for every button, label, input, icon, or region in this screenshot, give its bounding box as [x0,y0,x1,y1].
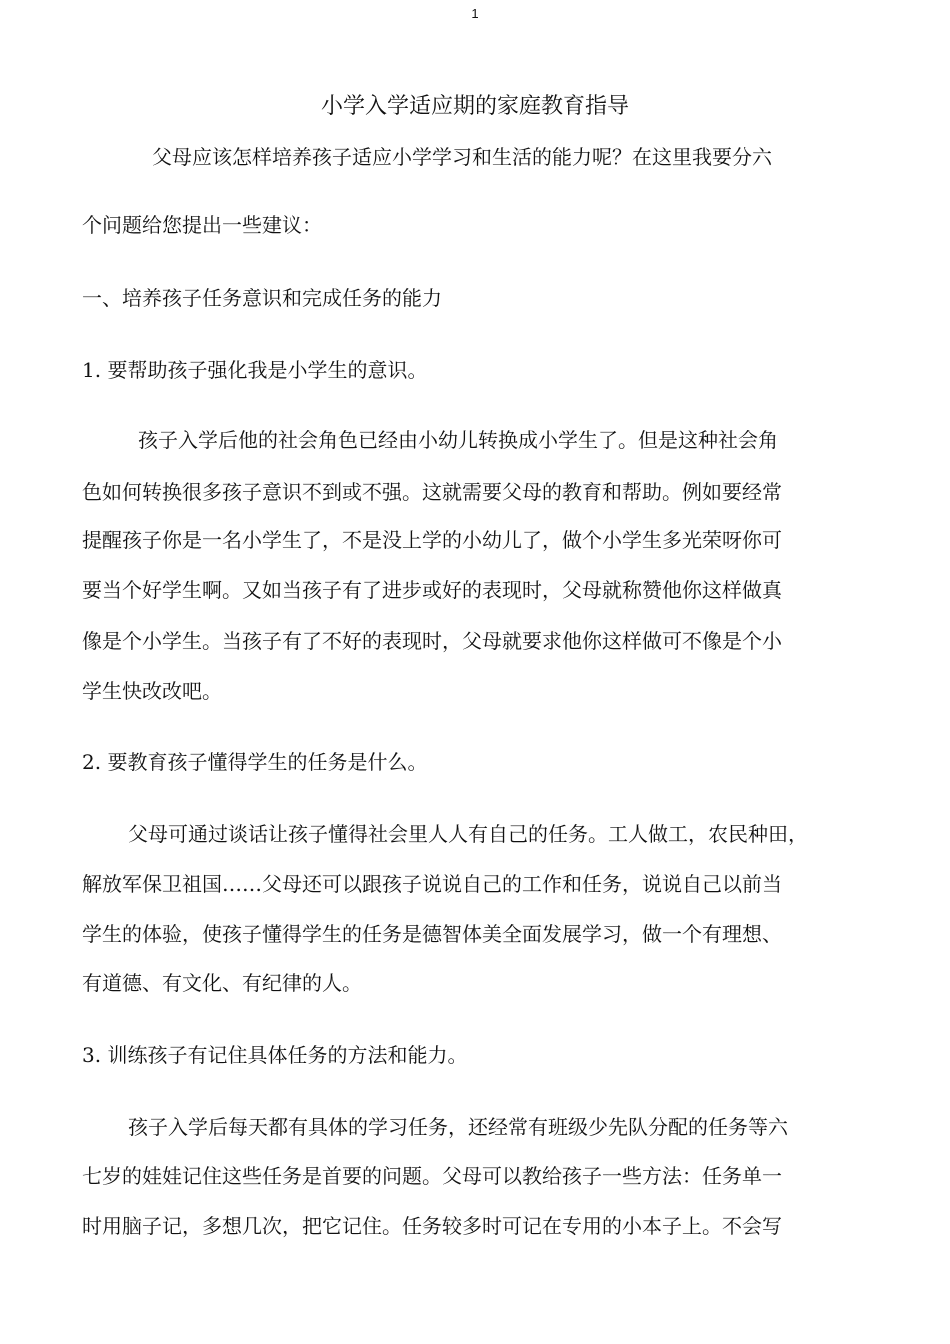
paragraph-line: 像是个小学生。当孩子有了不好的表现时，父母就要求他你这样做可不像是个小 [82,629,782,653]
item-heading: 3. 训练孩子有记住具体任务的方法和能力。 [82,1043,468,1067]
page-number: 1 [471,6,479,21]
section-heading: 一、培养孩子任务意识和完成任务的能力 [82,286,442,310]
paragraph-line: 提醒孩子你是一名小学生了，不是没上学的小幼儿了，做个小学生多光荣呀你可 [82,528,782,552]
paragraph-line: 时用脑子记，多想几次，把它记住。任务较多时可记在专用的小本子上。不会写 [82,1214,782,1238]
document-title: 小学入学适应期的家庭教育指导 [320,94,629,119]
paragraph-line: 学生的体验，使孩子懂得学生的任务是德智体美全面发展学习，做一个有理想、 [82,922,782,946]
paragraph-line: 要当个好学生啊。又如当孩子有了进步或好的表现时，父母就称赞他你这样做真 [82,578,782,602]
paragraph-line: 有道德、有文化、有纪律的人。 [82,971,362,995]
item-heading: 2. 要教育孩子懂得学生的任务是什么。 [82,750,428,774]
paragraph-line: 解放军保卫祖国……父母还可以跟孩子说说自己的工作和任务，说说自己以前当 [82,872,782,896]
paragraph-line: 孩子入学后每天都有具体的学习任务，还经常有班级少先队分配的任务等六 [128,1115,788,1139]
paragraph-line: 七岁的娃娃记住这些任务是首要的问题。父母可以教给孩子一些方法：任务单一 [82,1164,782,1188]
paragraph-line: 父母可通过谈话让孩子懂得社会里人人有自己的任务。工人做工，农民种田， [128,822,808,846]
intro-line: 个问题给您提出一些建议： [82,213,322,237]
paragraph-line: 孩子入学后他的社会角色已经由小幼儿转换成小学生了。但是这种社会角 [138,428,778,452]
paragraph-line: 学生快改改吧。 [82,679,222,703]
intro-line: 父母应该怎样培养孩子适应小学学习和生活的能力呢？在这里我要分六 [152,145,772,169]
item-heading: 1. 要帮助孩子强化我是小学生的意识。 [82,358,428,382]
paragraph-line: 色如何转换很多孩子意识不到或不强。这就需要父母的教育和帮助。例如要经常 [82,480,782,504]
